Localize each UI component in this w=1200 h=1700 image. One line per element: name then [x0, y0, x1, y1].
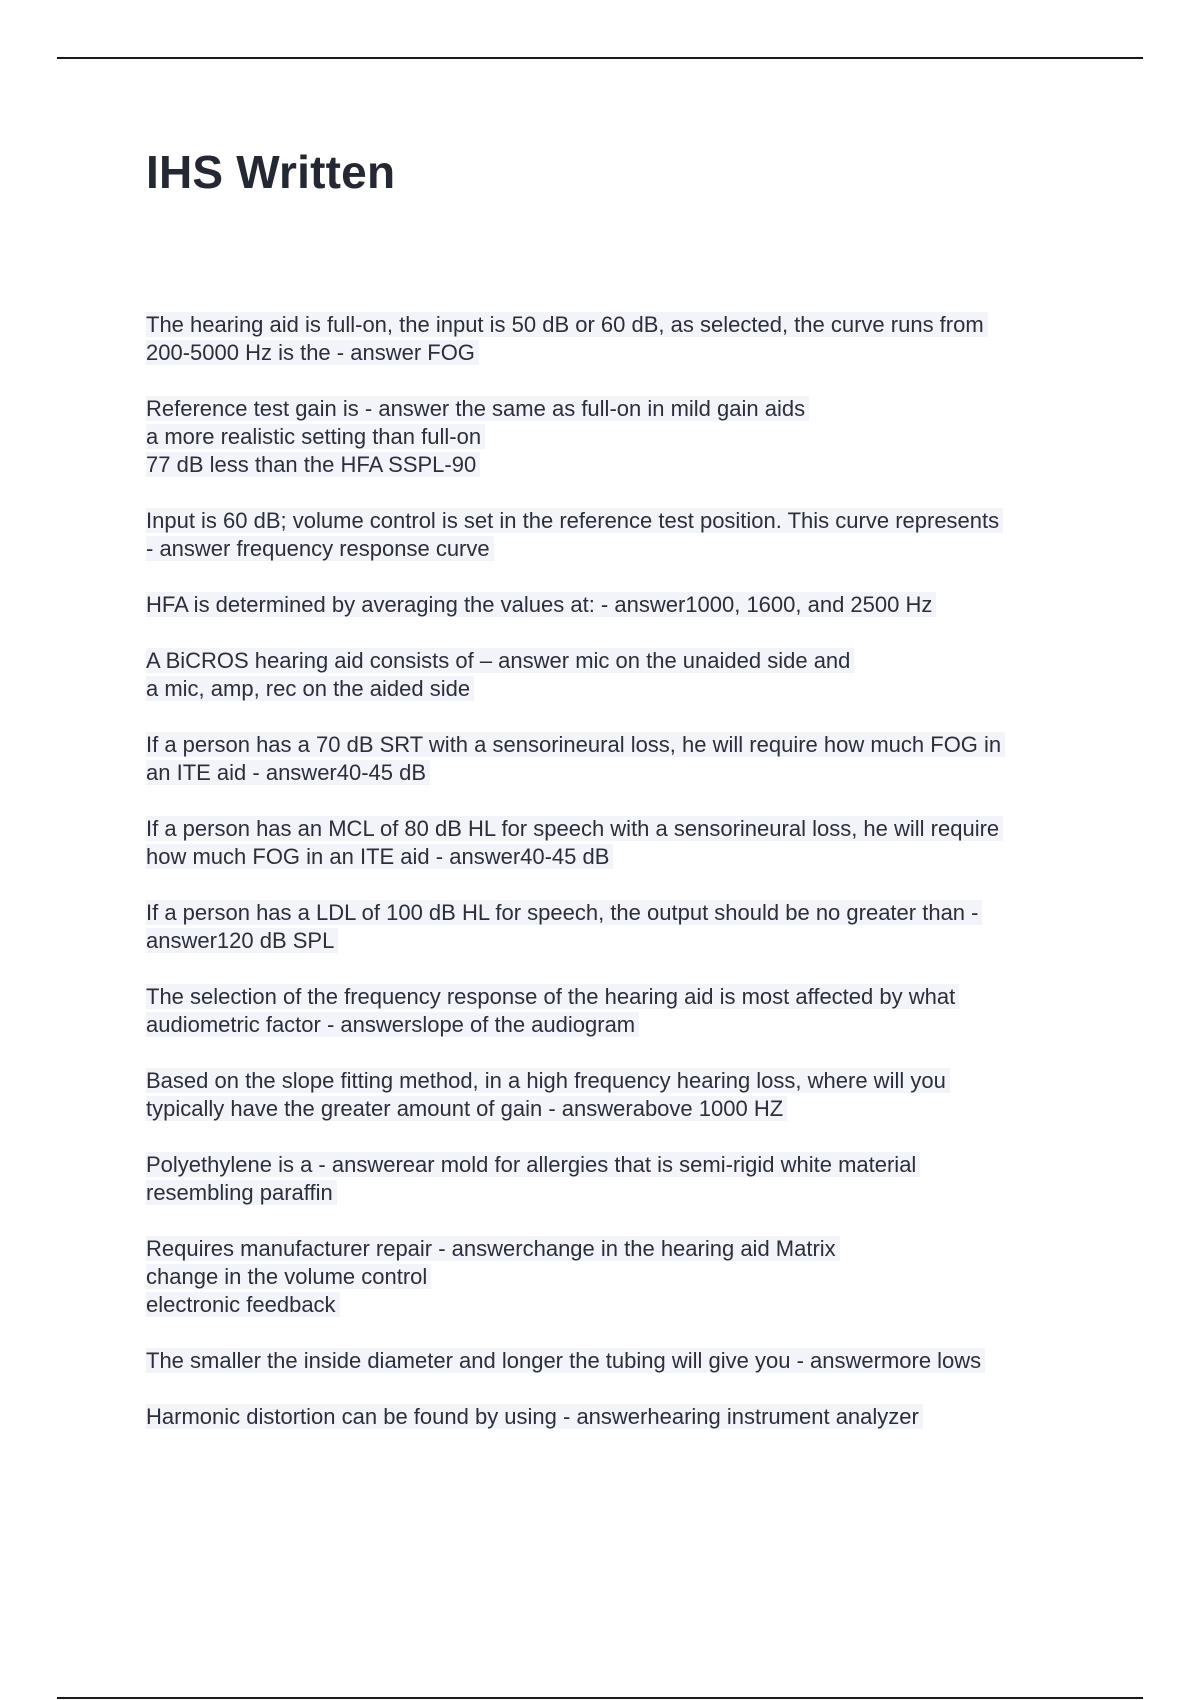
qa-item [146, 311, 1096, 367]
qa-line [146, 731, 1096, 759]
qa-line-text: - answer frequency response curve [146, 536, 494, 561]
qa-line [146, 1263, 1096, 1291]
qa-line-text: Based on the slope fitting method, in a high frequency hearing loss, where will you [146, 1068, 950, 1093]
qa-line [146, 1291, 1096, 1319]
qa-line-text: A BiCROS hearing aid consists of – answer mic on the unaided side and [146, 648, 854, 673]
top-divider [57, 57, 1143, 59]
qa-line [146, 591, 1096, 619]
qa-line [146, 451, 1096, 479]
qa-line-text: 77 dB less than the HFA SSPL-90 [146, 452, 480, 477]
qa-item [146, 815, 1096, 871]
qa-line-text: an ITE aid - answer40-45 dB [146, 760, 430, 785]
qa-line-text: The smaller the inside diameter and longer the tubing will give you - answermore lows [146, 1348, 985, 1373]
qa-line [146, 1151, 1096, 1179]
qa-line-text: change in the volume control [146, 1264, 431, 1289]
qa-line-text: how much FOG in an ITE aid - answer40-45 dB [146, 844, 613, 869]
qa-line [146, 647, 1096, 675]
qa-item [146, 591, 1096, 619]
qa-line [146, 1011, 1096, 1039]
qa-line [146, 1067, 1096, 1095]
qa-line [146, 899, 1096, 927]
qa-line [146, 423, 1096, 451]
qa-line [146, 507, 1096, 535]
qa-item [146, 1235, 1096, 1319]
qa-line [146, 339, 1096, 367]
qa-line-text: HFA is determined by averaging the values at: - answer1000, 1600, and 2500 Hz [146, 592, 936, 617]
qa-line [146, 311, 1096, 339]
qa-line-text: Reference test gain is - answer the same as full-on in mild gain aids [146, 396, 809, 421]
qa-line-text: a mic, amp, rec on the aided side [146, 676, 474, 701]
qa-item [146, 731, 1096, 787]
qa-line [146, 1403, 1096, 1431]
qa-line [146, 815, 1096, 843]
qa-line [146, 927, 1096, 955]
qa-item [146, 983, 1096, 1039]
qa-line-text: 200-5000 Hz is the - answer FOG [146, 340, 479, 365]
qa-line [146, 759, 1096, 787]
qa-line-text: If a person has a LDL of 100 dB HL for speech, the output should be no greater than - [146, 900, 982, 925]
qa-line-text: a more realistic setting than full-on [146, 424, 485, 449]
qa-line-text: resembling paraffin [146, 1180, 337, 1205]
page-title: IHS Written [146, 146, 396, 198]
qa-line-text: electronic feedback [146, 1292, 340, 1317]
qa-line-text: Requires manufacturer repair - answerchange in the hearing aid Matrix [146, 1236, 840, 1261]
qa-line-text: The selection of the frequency response of the hearing aid is most affected by what [146, 984, 959, 1009]
qa-list [146, 311, 1096, 1459]
qa-line [146, 983, 1096, 1011]
qa-line-text: The hearing aid is full-on, the input is 50 dB or 60 dB, as selected, the curve runs from [146, 312, 988, 337]
qa-line [146, 395, 1096, 423]
qa-line-text: If a person has a 70 dB SRT with a sensorineural loss, he will require how much FOG in [146, 732, 1005, 757]
qa-line-text: answer120 dB SPL [146, 928, 338, 953]
qa-line [146, 535, 1096, 563]
qa-line-text: Input is 60 dB; volume control is set in the reference test position. This curve represents [146, 508, 1003, 533]
qa-item [146, 1347, 1096, 1375]
qa-line [146, 1347, 1096, 1375]
qa-line-text: audiometric factor - answerslope of the audiogram [146, 1012, 639, 1037]
qa-item [146, 1151, 1096, 1207]
qa-item [146, 1067, 1096, 1123]
qa-line-text: Polyethylene is a - answerear mold for allergies that is semi-rigid white material [146, 1152, 920, 1177]
qa-line-text: Harmonic distortion can be found by using - answerhearing instrument analyzer [146, 1404, 923, 1429]
qa-item [146, 1403, 1096, 1431]
qa-line-text: If a person has an MCL of 80 dB HL for speech with a sensorineural loss, he will require [146, 816, 1003, 841]
bottom-divider [57, 1697, 1143, 1699]
qa-line [146, 843, 1096, 871]
qa-item [146, 507, 1096, 563]
qa-item [146, 395, 1096, 479]
qa-item [146, 647, 1096, 703]
qa-line [146, 1179, 1096, 1207]
qa-line [146, 675, 1096, 703]
qa-line [146, 1095, 1096, 1123]
qa-item [146, 899, 1096, 955]
qa-line-text: typically have the greater amount of gain - answerabove 1000 HZ [146, 1096, 787, 1121]
qa-line [146, 1235, 1096, 1263]
